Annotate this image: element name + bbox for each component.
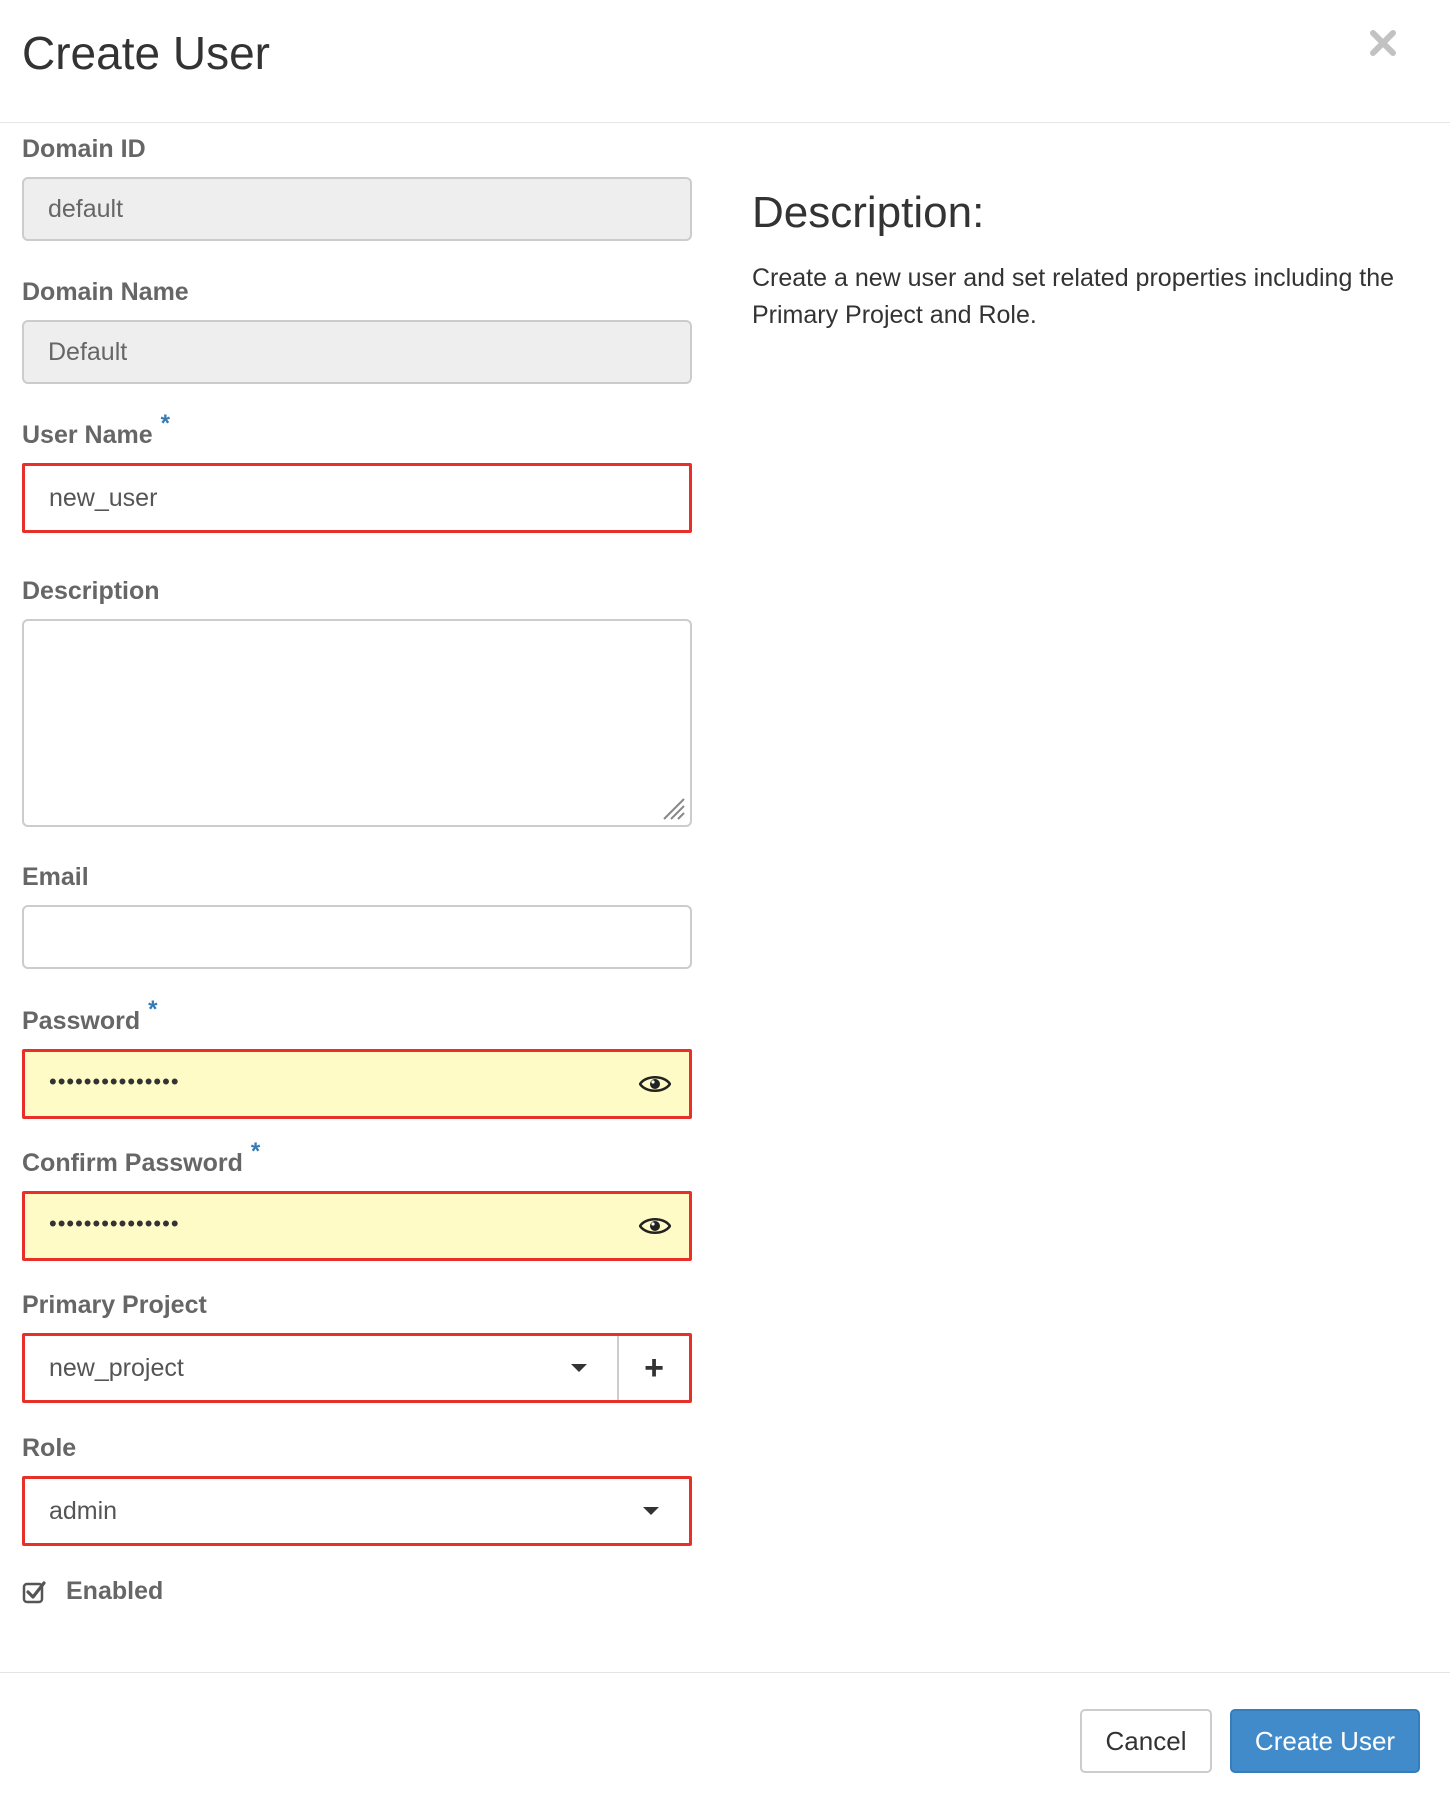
role-label: Role [22,1434,77,1462]
user-name-value: new_user [49,483,158,512]
plus-icon: + [644,1348,664,1387]
email-label: Email [22,863,89,891]
email-input[interactable] [22,905,692,969]
domain-name-value: Default [48,337,128,366]
required-mark: * [148,996,158,1023]
description-label: Description [22,577,160,605]
modal-title: Create User [22,27,270,79]
caret-down-icon [643,1507,659,1515]
modal-header [0,0,1450,123]
cancel-button[interactable]: Cancel [1080,1709,1212,1773]
resize-grip-icon[interactable] [660,795,686,821]
user-name-label-text: User Name [22,421,153,449]
domain-id-label: Domain ID [22,135,146,163]
primary-project-select[interactable] [22,1333,692,1403]
eye-icon[interactable] [639,1216,671,1236]
close-button[interactable] [1368,28,1398,58]
password-input[interactable] [22,1049,692,1119]
eye-icon[interactable] [639,1074,671,1094]
caret-down-icon [571,1364,587,1372]
help-title: Description: [752,188,985,237]
domain-name-field [22,320,692,384]
confirm-password-input[interactable] [22,1191,692,1261]
required-mark: * [250,1138,261,1165]
confirm-password-label [22,1138,261,1178]
required-mark: * [160,410,170,437]
checkbox-checked-icon[interactable] [22,1580,46,1604]
domain-id-value: default [48,194,124,223]
close-icon [1368,28,1398,58]
confirm-password-masked-value: ••••••••••••••• [49,1211,180,1236]
user-name-label [22,410,170,450]
user-name-input[interactable] [22,463,692,533]
domain-id-field [22,177,692,241]
domain-name-label: Domain Name [22,278,189,306]
primary-project-label: Primary Project [22,1291,207,1319]
help-panel [752,188,1432,334]
enabled-label: Enabled [66,1577,164,1605]
description-textarea[interactable] [22,619,692,827]
confirm-password-label-text: Confirm Password [22,1149,243,1177]
modal-footer [0,1672,1450,1796]
create-user-button[interactable]: Create User [1230,1709,1420,1773]
role-select[interactable] [22,1476,692,1546]
add-project-button[interactable] [619,1336,689,1400]
primary-project-value: new_project [49,1353,184,1382]
password-masked-value: ••••••••••••••• [49,1069,180,1094]
password-label [22,996,158,1036]
enabled-checkbox[interactable] [22,1577,163,1606]
role-value: admin [49,1496,118,1525]
help-text: Create a new user and set related properties including the Primary Project and Role. [752,264,1395,329]
password-label-text: Password [22,1007,141,1035]
